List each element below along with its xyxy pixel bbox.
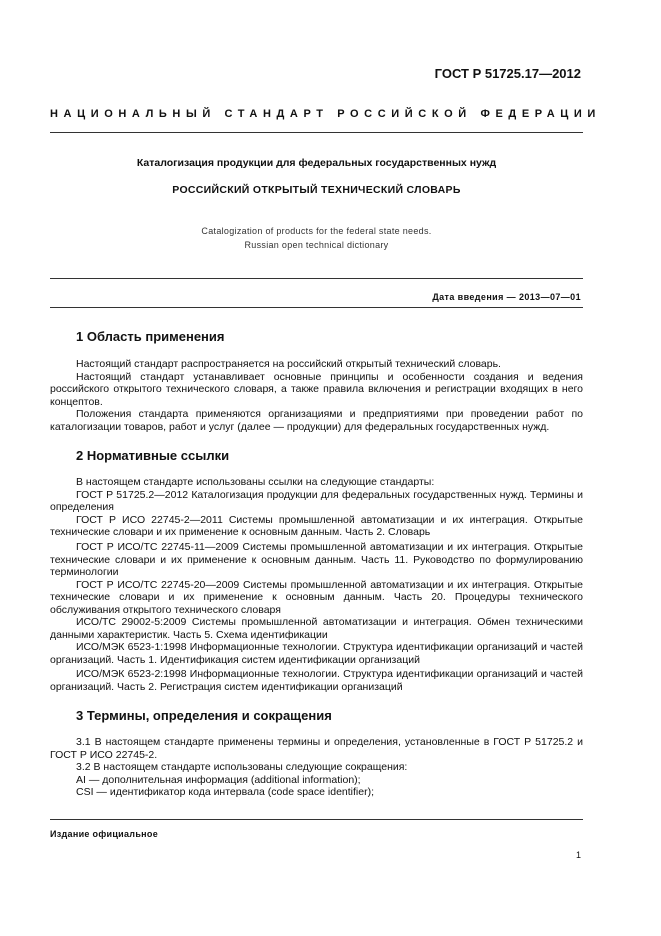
section-1-paragraph-3: Положения стандарта применяются организациями и предприятиями при проведении работ по каталогизации товаров, работ и услуг (далее — продукции) для федеральных государственных нужд. xyxy=(50,408,583,433)
title-english-line-2: Russian open technical dictionary xyxy=(244,240,389,250)
title-english-line-1: Catalogization of products for the federal state needs. xyxy=(201,226,432,236)
title-category: Каталогизация продукции для федеральных государственных нужд xyxy=(136,157,497,169)
section-1-paragraph-1: Настоящий стандарт распространяется на российский открытый технический словарь. xyxy=(76,358,501,370)
header-rule xyxy=(50,132,583,133)
section-3-paragraph-1: 3.1 В настоящем стандарте применены термины и определения, установленные в ГОСТ Р 51725.2 и ГОСТ Р ИСО 22745-2. xyxy=(50,736,583,761)
normative-reference: ГОСТ Р ИСО/ТС 22745-11—2009 Системы промышленной автоматизации и их интеграция. Открытые технические словари и их применение к основным данным. Часть 11. Руководство по формулированию терминологии xyxy=(50,541,583,578)
normative-reference: ИСО/МЭК 6523-1:1998 Информационные технологии. Структура идентификации организаций и частей организаций. Часть 1. Идентификация систем идентификации организаций xyxy=(50,641,583,666)
normative-reference: ИСО/ТС 29002-5:2009 Системы промышленной автоматизации и интеграция. Обмен техническими данными характеристик. Часть 5. Схема идентификации xyxy=(50,616,583,641)
page-number: 1 xyxy=(575,850,581,860)
introduction-date: Дата введения — 2013—07—01 xyxy=(432,292,581,302)
normative-reference: ГОСТ Р ИСО 22745-2—2011 Системы промышленной автоматизации и их интеграция. Открытые технические словари и их применение к основным данным. Часть 2. Словарь xyxy=(50,513,583,538)
edition-label: Издание официальное xyxy=(50,829,159,839)
title-rule xyxy=(50,278,583,279)
section-3-paragraph-2: 3.2 В настоящем стандарте использованы следующие сокращения: xyxy=(76,761,408,773)
normative-reference: ГОСТ Р 51725.2—2012 Каталогизация продукции для федеральных государственных нужд. Термины и определения xyxy=(50,488,583,513)
abbreviation-item: AI — дополнительная информация (additional information); xyxy=(76,773,361,786)
normative-reference: ГОСТ Р ИСО/ТС 22745-20—2009 Системы промышленной автоматизации и их интеграция. Открытые технические словари и их применение к основным данным. Часть 20. Процедуры технического обслуживания открытого технического словаря xyxy=(50,578,583,616)
section-3-heading: 3 Термины, определения и сокращения xyxy=(76,708,332,723)
document-code: ГОСТ Р 51725.17—2012 xyxy=(434,66,581,81)
national-standard-banner: НАЦИОНАЛЬНЫЙ СТАНДАРТ РОССИЙСКОЙ ФЕДЕРАЦИИ xyxy=(50,108,601,120)
section-1-heading: 1 Область применения xyxy=(76,329,225,344)
title-name: РОССИЙСКИЙ ОТКРЫТЫЙ ТЕХНИЧЕСКИЙ СЛОВАРЬ xyxy=(172,184,461,196)
normative-reference: ИСО/МЭК 6523-2:1998 Информационные технологии. Структура идентификации организаций и частей организаций. Часть 2. Регистрация систем идентификации организаций xyxy=(50,668,583,693)
section-2-intro: В настоящем стандарте использованы ссылки на следующие стандарты: xyxy=(76,476,435,488)
section-2-heading: 2 Нормативные ссылки xyxy=(76,448,230,463)
abbreviation-item: CSI — идентификатор кода интервала (code space identifier); xyxy=(76,786,375,798)
date-rule xyxy=(50,307,583,308)
footer-rule xyxy=(50,819,583,820)
section-1-paragraph-2: Настоящий стандарт устанавливает основные принципы и особенности создания и ведения российского открытого технического словаря, а также правила включения и регистрации входящих в него концептов. xyxy=(50,370,583,408)
